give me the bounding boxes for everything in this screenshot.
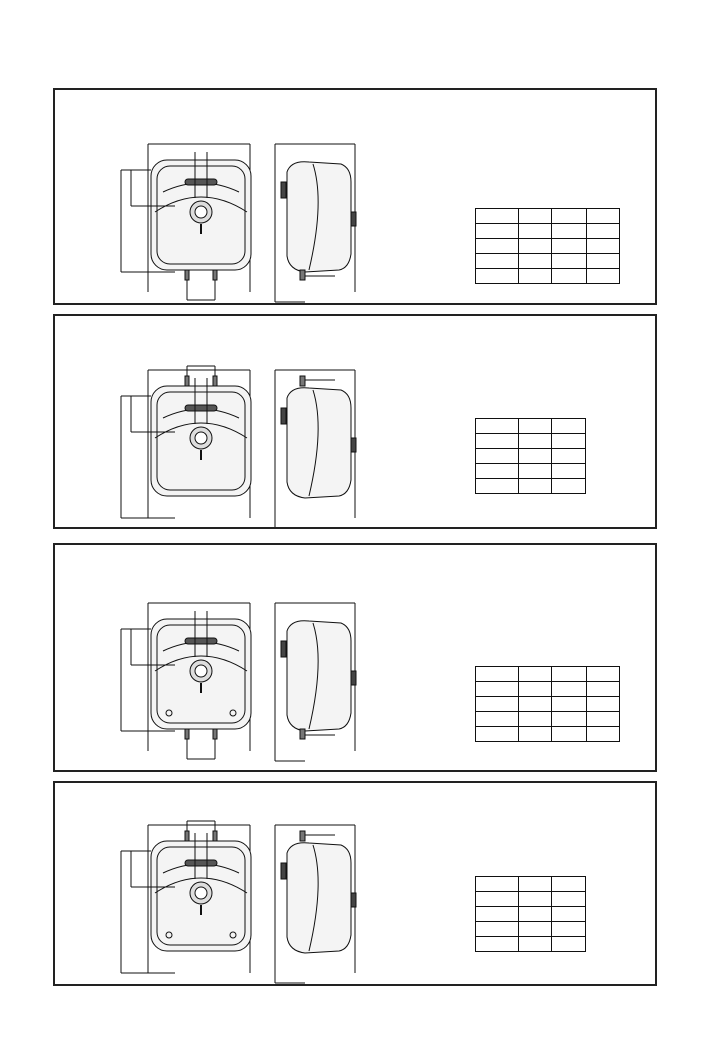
- dimensions-table: [475, 666, 620, 742]
- table-cell: [552, 892, 586, 907]
- pipe-cold: [185, 376, 189, 386]
- table-cell: [552, 727, 587, 742]
- table-row: [476, 209, 620, 224]
- drawing-panel-4: [53, 781, 657, 986]
- table-cell: [587, 667, 620, 682]
- drawing-panel-3: [53, 543, 657, 772]
- table-cell: [587, 727, 620, 742]
- table-cell: [552, 697, 587, 712]
- table-cell: [519, 727, 552, 742]
- table-cell: [587, 254, 620, 269]
- table-cell: [519, 667, 552, 682]
- table-cell: [519, 697, 552, 712]
- wall-bracket: [281, 641, 286, 657]
- table-row: [476, 877, 586, 892]
- pipe-cold: [185, 270, 189, 280]
- table-cell: [519, 434, 552, 449]
- knob-inner: [195, 887, 207, 899]
- heater-side-body: [287, 162, 351, 272]
- table-cell: [552, 682, 587, 697]
- table-cell: [476, 877, 519, 892]
- table-cell: [552, 712, 587, 727]
- table-cell: [476, 254, 519, 269]
- table-cell: [519, 892, 552, 907]
- table-cell: [519, 419, 552, 434]
- front-view: [121, 821, 251, 973]
- side-pipe: [300, 376, 305, 386]
- side-knob: [351, 438, 356, 452]
- side-pipe: [300, 729, 305, 739]
- knob-inner: [195, 665, 207, 677]
- table-cell: [476, 922, 519, 937]
- table-cell: [476, 239, 519, 254]
- table-cell: [476, 479, 519, 494]
- table-cell: [552, 464, 586, 479]
- table-cell: [587, 209, 620, 224]
- table-cell: [552, 224, 587, 239]
- table-row: [476, 479, 586, 494]
- side-pipe: [300, 270, 305, 280]
- table-cell: [476, 434, 519, 449]
- table-cell: [552, 209, 587, 224]
- table-row: [476, 682, 620, 697]
- side-pipe: [300, 831, 305, 841]
- table-row: [476, 667, 620, 682]
- table-cell: [587, 712, 620, 727]
- table-cell: [552, 479, 586, 494]
- wall-bracket: [281, 863, 286, 879]
- wall-bracket: [281, 408, 286, 424]
- table-cell: [476, 907, 519, 922]
- side-knob: [351, 893, 356, 907]
- side-view: [275, 144, 356, 302]
- table-cell: [476, 727, 519, 742]
- table-cell: [476, 464, 519, 479]
- table-cell: [552, 239, 587, 254]
- table-row: [476, 464, 586, 479]
- table-cell: [519, 209, 552, 224]
- table-cell: [476, 419, 519, 434]
- dimensions-table: [475, 208, 620, 284]
- table-row: [476, 419, 586, 434]
- table-row: [476, 712, 620, 727]
- wall-bracket: [281, 182, 286, 198]
- side-view: [275, 603, 356, 761]
- table-cell: [552, 269, 587, 284]
- pipe-hot: [213, 729, 217, 739]
- drawing-panel-2: [53, 314, 657, 529]
- dimensions-table: [475, 876, 586, 952]
- knob-inner: [195, 206, 207, 218]
- pipe-cold: [185, 831, 189, 841]
- table-cell: [519, 239, 552, 254]
- table-cell: [519, 269, 552, 284]
- table-row: [476, 239, 620, 254]
- table-cell: [476, 682, 519, 697]
- table-cell: [519, 224, 552, 239]
- table-cell: [552, 922, 586, 937]
- heater-side-body: [287, 388, 351, 498]
- table-cell: [519, 682, 552, 697]
- table-cell: [552, 907, 586, 922]
- display-strip: [185, 860, 217, 866]
- table-row: [476, 907, 586, 922]
- table-cell: [476, 269, 519, 284]
- table-cell: [519, 449, 552, 464]
- table-row: [476, 937, 586, 952]
- table-cell: [587, 697, 620, 712]
- table-cell: [519, 877, 552, 892]
- drawing-panel-1: [53, 88, 657, 305]
- table-cell: [519, 479, 552, 494]
- pipe-hot: [213, 831, 217, 841]
- dimensions-table: [475, 418, 586, 494]
- table-cell: [476, 209, 519, 224]
- table-cell: [476, 697, 519, 712]
- table-cell: [519, 937, 552, 952]
- front-view: [121, 603, 251, 759]
- pipe-hot: [213, 270, 217, 280]
- table-cell: [552, 449, 586, 464]
- table-cell: [476, 667, 519, 682]
- table-cell: [587, 239, 620, 254]
- table-row: [476, 269, 620, 284]
- heater-side-body: [287, 843, 351, 953]
- table-row: [476, 727, 620, 742]
- table-cell: [552, 254, 587, 269]
- table-row: [476, 922, 586, 937]
- table-cell: [476, 224, 519, 239]
- display-strip: [185, 638, 217, 644]
- table-cell: [476, 892, 519, 907]
- table-cell: [519, 464, 552, 479]
- table-cell: [587, 269, 620, 284]
- table-row: [476, 224, 620, 239]
- side-view: [275, 370, 356, 527]
- table-cell: [476, 449, 519, 464]
- front-view: [121, 366, 251, 518]
- table-cell: [552, 937, 586, 952]
- table-cell: [519, 254, 552, 269]
- table-cell: [552, 434, 586, 449]
- table-cell: [519, 922, 552, 937]
- side-view: [275, 825, 356, 983]
- table-cell: [476, 712, 519, 727]
- table-row: [476, 697, 620, 712]
- table-cell: [476, 937, 519, 952]
- pipe-hot: [213, 376, 217, 386]
- table-cell: [552, 877, 586, 892]
- side-knob: [351, 212, 356, 226]
- table-cell: [587, 682, 620, 697]
- knob-inner: [195, 432, 207, 444]
- table-cell: [519, 712, 552, 727]
- side-knob: [351, 671, 356, 685]
- table-row: [476, 434, 586, 449]
- display-strip: [185, 179, 217, 185]
- table-cell: [552, 667, 587, 682]
- table-cell: [519, 907, 552, 922]
- table-cell: [587, 224, 620, 239]
- front-view: [121, 144, 251, 300]
- table-row: [476, 892, 586, 907]
- table-row: [476, 254, 620, 269]
- table-cell: [552, 419, 586, 434]
- display-strip: [185, 405, 217, 411]
- heater-side-body: [287, 621, 351, 731]
- pipe-cold: [185, 729, 189, 739]
- table-row: [476, 449, 586, 464]
